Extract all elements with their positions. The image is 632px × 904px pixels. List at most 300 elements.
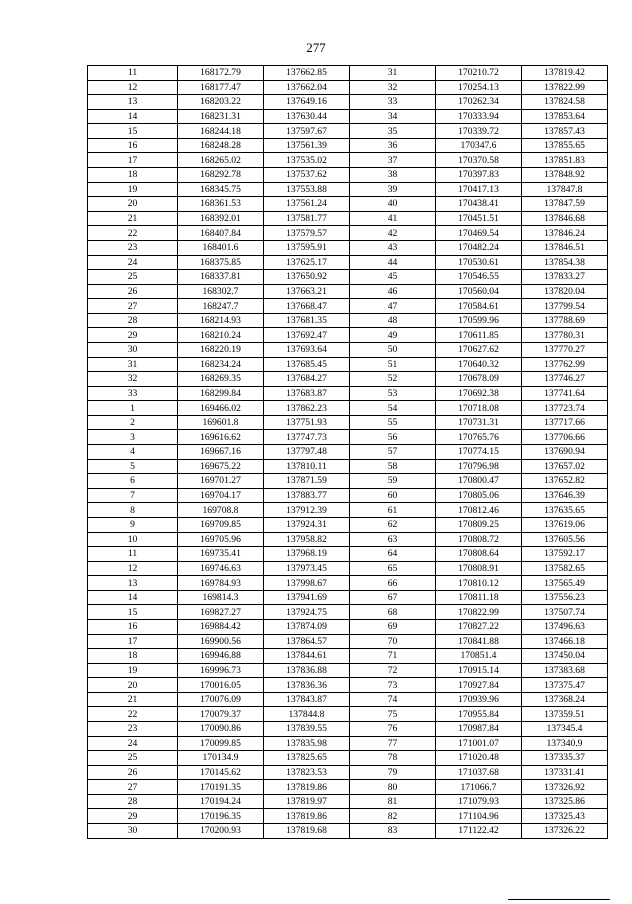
table-row (88, 547, 608, 562)
point-number-cell: 77 (350, 736, 436, 751)
y-coordinate-cell: 137681.35 (264, 313, 350, 328)
table-row (88, 372, 608, 387)
x-coordinate-cell: 169784.93 (178, 576, 264, 591)
y-coordinate-cell: 137820.04 (522, 284, 608, 299)
footer-rule (508, 899, 610, 900)
y-coordinate-cell: 137553.88 (264, 182, 350, 197)
y-coordinate-cell: 137741.64 (522, 386, 608, 401)
y-coordinate-cell: 137662.04 (264, 80, 350, 95)
point-number-cell: 68 (350, 605, 436, 620)
point-number-cell: 19 (88, 182, 178, 197)
x-coordinate-cell: 168265.02 (178, 153, 264, 168)
y-coordinate-cell: 137924.31 (264, 517, 350, 532)
page-number: 277 (306, 40, 326, 55)
y-coordinate-cell: 137325.86 (522, 794, 608, 809)
y-coordinate-cell: 137846.68 (522, 211, 608, 226)
x-coordinate-cell: 169827.27 (178, 605, 264, 620)
table-row (88, 255, 608, 270)
table-row (88, 722, 608, 737)
y-coordinate-cell: 137819.97 (264, 794, 350, 809)
point-number-cell: 42 (350, 226, 436, 241)
x-coordinate-cell: 168203.22 (178, 95, 264, 110)
point-number-cell: 60 (350, 488, 436, 503)
y-coordinate-cell: 137619.06 (522, 517, 608, 532)
table-row (88, 430, 608, 445)
table-row (88, 168, 608, 183)
x-coordinate-cell: 170718.08 (436, 401, 522, 416)
x-coordinate-cell: 168234.24 (178, 357, 264, 372)
y-coordinate-cell: 137582.65 (522, 561, 608, 576)
x-coordinate-cell: 169946.88 (178, 649, 264, 664)
point-number-cell: 20 (88, 678, 178, 693)
x-coordinate-cell: 170640.32 (436, 357, 522, 372)
x-coordinate-cell: 168231.31 (178, 109, 264, 124)
y-coordinate-cell: 137556.23 (522, 590, 608, 605)
table-row (88, 313, 608, 328)
y-coordinate-cell: 137605.56 (522, 532, 608, 547)
point-number-cell: 64 (350, 547, 436, 562)
x-coordinate-cell: 170796.98 (436, 459, 522, 474)
table-row (88, 401, 608, 416)
x-coordinate-cell: 171001.07 (436, 736, 522, 751)
y-coordinate-cell: 137345.4 (522, 722, 608, 737)
y-coordinate-cell: 137592.17 (522, 547, 608, 562)
point-number-cell: 13 (88, 95, 178, 110)
y-coordinate-cell: 137857.43 (522, 124, 608, 139)
point-number-cell: 27 (88, 780, 178, 795)
point-number-cell: 36 (350, 138, 436, 153)
y-coordinate-cell: 137646.39 (522, 488, 608, 503)
y-coordinate-cell: 137844.8 (264, 707, 350, 722)
y-coordinate-cell: 137958.82 (264, 532, 350, 547)
y-coordinate-cell: 137375.47 (522, 678, 608, 693)
table-row (88, 503, 608, 518)
x-coordinate-cell: 170584.61 (436, 299, 522, 314)
table-row (88, 692, 608, 707)
x-coordinate-cell: 168248.28 (178, 138, 264, 153)
point-number-cell: 47 (350, 299, 436, 314)
x-coordinate-cell: 170347.6 (436, 138, 522, 153)
x-coordinate-cell: 170627.62 (436, 342, 522, 357)
y-coordinate-cell: 137663.21 (264, 284, 350, 299)
y-coordinate-cell: 137998.67 (264, 576, 350, 591)
point-number-cell: 69 (350, 619, 436, 634)
y-coordinate-cell: 137581.77 (264, 211, 350, 226)
table-row (88, 619, 608, 634)
point-number-cell: 50 (350, 342, 436, 357)
point-number-cell: 83 (350, 824, 436, 839)
point-number-cell: 30 (88, 342, 178, 357)
point-number-cell: 24 (88, 736, 178, 751)
point-number-cell: 48 (350, 313, 436, 328)
y-coordinate-cell: 137690.94 (522, 445, 608, 460)
point-number-cell: 23 (88, 240, 178, 255)
x-coordinate-cell: 168292.78 (178, 168, 264, 183)
point-number-cell: 21 (88, 211, 178, 226)
x-coordinate-cell: 168210.24 (178, 328, 264, 343)
x-coordinate-cell: 169884.42 (178, 619, 264, 634)
point-number-cell: 22 (88, 707, 178, 722)
point-number-cell: 34 (350, 109, 436, 124)
point-number-cell: 12 (88, 80, 178, 95)
x-coordinate-cell: 170810.12 (436, 576, 522, 591)
point-number-cell: 35 (350, 124, 436, 139)
point-number-cell: 22 (88, 226, 178, 241)
x-coordinate-cell: 170210.72 (436, 66, 522, 81)
x-coordinate-cell: 170194.24 (178, 794, 264, 809)
x-coordinate-cell: 170099.85 (178, 736, 264, 751)
x-coordinate-cell: 168302.7 (178, 284, 264, 299)
point-number-cell: 45 (350, 270, 436, 285)
point-number-cell: 14 (88, 109, 178, 124)
x-coordinate-cell: 168375.85 (178, 255, 264, 270)
point-number-cell: 11 (88, 66, 178, 81)
x-coordinate-cell: 171037.68 (436, 765, 522, 780)
x-coordinate-cell: 168269.35 (178, 372, 264, 387)
y-coordinate-cell: 137717.66 (522, 415, 608, 430)
y-coordinate-cell: 137693.64 (264, 342, 350, 357)
point-number-cell: 18 (88, 649, 178, 664)
y-coordinate-cell: 137466.18 (522, 634, 608, 649)
point-number-cell: 27 (88, 299, 178, 314)
y-coordinate-cell: 137685.45 (264, 357, 350, 372)
x-coordinate-cell: 171066.7 (436, 780, 522, 795)
y-coordinate-cell: 137335.37 (522, 751, 608, 766)
point-number-cell: 9 (88, 517, 178, 532)
y-coordinate-cell: 137847.8 (522, 182, 608, 197)
y-coordinate-cell: 137630.44 (264, 109, 350, 124)
y-coordinate-cell: 137819.42 (522, 66, 608, 81)
table-row (88, 576, 608, 591)
x-coordinate-cell: 170774.15 (436, 445, 522, 460)
point-number-cell: 25 (88, 270, 178, 285)
table-row (88, 459, 608, 474)
x-coordinate-cell: 170333.94 (436, 109, 522, 124)
y-coordinate-cell: 137825.65 (264, 751, 350, 766)
point-number-cell: 58 (350, 459, 436, 474)
y-coordinate-cell: 137662.85 (264, 66, 350, 81)
point-number-cell: 16 (88, 138, 178, 153)
y-coordinate-cell: 137836.88 (264, 663, 350, 678)
point-number-cell: 78 (350, 751, 436, 766)
point-number-cell: 15 (88, 605, 178, 620)
x-coordinate-cell: 170731.31 (436, 415, 522, 430)
x-coordinate-cell: 168299.84 (178, 386, 264, 401)
x-coordinate-cell: 169746.63 (178, 561, 264, 576)
y-coordinate-cell: 137968.19 (264, 547, 350, 562)
x-coordinate-cell: 169704.17 (178, 488, 264, 503)
point-number-cell: 38 (350, 168, 436, 183)
x-coordinate-cell: 169601.8 (178, 415, 264, 430)
x-coordinate-cell: 169466.02 (178, 401, 264, 416)
x-coordinate-cell: 170927.84 (436, 678, 522, 693)
point-number-cell: 31 (88, 357, 178, 372)
table-row (88, 561, 608, 576)
x-coordinate-cell: 170805.06 (436, 488, 522, 503)
point-number-cell: 19 (88, 663, 178, 678)
y-coordinate-cell: 137325.43 (522, 809, 608, 824)
x-coordinate-cell: 170841.88 (436, 634, 522, 649)
point-number-cell: 82 (350, 809, 436, 824)
x-coordinate-cell: 169675.22 (178, 459, 264, 474)
point-number-cell: 31 (350, 66, 436, 81)
y-coordinate-cell: 137871.59 (264, 474, 350, 489)
x-coordinate-cell: 171104.96 (436, 809, 522, 824)
x-coordinate-cell: 170560.04 (436, 284, 522, 299)
table-row (88, 415, 608, 430)
table-row (88, 765, 608, 780)
y-coordinate-cell: 137864.57 (264, 634, 350, 649)
x-coordinate-cell: 169709.85 (178, 517, 264, 532)
table-row (88, 678, 608, 693)
table-row (88, 211, 608, 226)
point-number-cell: 15 (88, 124, 178, 139)
table-row (88, 95, 608, 110)
y-coordinate-cell: 137847.59 (522, 197, 608, 212)
x-coordinate-cell: 169701.27 (178, 474, 264, 489)
table-row (88, 240, 608, 255)
x-coordinate-cell: 168244.18 (178, 124, 264, 139)
x-coordinate-cell: 168407.84 (178, 226, 264, 241)
y-coordinate-cell: 137684.27 (264, 372, 350, 387)
x-coordinate-cell: 170808.72 (436, 532, 522, 547)
x-coordinate-cell: 170438.41 (436, 197, 522, 212)
point-number-cell: 16 (88, 619, 178, 634)
point-number-cell: 63 (350, 532, 436, 547)
x-coordinate-cell: 170262.34 (436, 95, 522, 110)
point-number-cell: 14 (88, 590, 178, 605)
point-number-cell: 55 (350, 415, 436, 430)
y-coordinate-cell: 137535.02 (264, 153, 350, 168)
y-coordinate-cell: 137819.86 (264, 809, 350, 824)
point-number-cell: 29 (88, 328, 178, 343)
point-number-cell: 56 (350, 430, 436, 445)
point-number-cell: 33 (88, 386, 178, 401)
y-coordinate-cell: 137326.22 (522, 824, 608, 839)
y-coordinate-cell: 137597.67 (264, 124, 350, 139)
coordinates-table-body (88, 66, 608, 839)
x-coordinate-cell: 170546.55 (436, 270, 522, 285)
x-coordinate-cell: 170808.91 (436, 561, 522, 576)
y-coordinate-cell: 137747.73 (264, 430, 350, 445)
table-row (88, 605, 608, 620)
point-number-cell: 39 (350, 182, 436, 197)
table-row (88, 794, 608, 809)
point-number-cell: 17 (88, 153, 178, 168)
y-coordinate-cell: 137823.53 (264, 765, 350, 780)
x-coordinate-cell: 169814.3 (178, 590, 264, 605)
point-number-cell: 23 (88, 722, 178, 737)
y-coordinate-cell: 137561.24 (264, 197, 350, 212)
point-number-cell: 3 (88, 430, 178, 445)
x-coordinate-cell: 171122.42 (436, 824, 522, 839)
x-coordinate-cell: 170611.85 (436, 328, 522, 343)
table-row (88, 517, 608, 532)
y-coordinate-cell: 137340.9 (522, 736, 608, 751)
point-number-cell: 66 (350, 576, 436, 591)
y-coordinate-cell: 137762.99 (522, 357, 608, 372)
x-coordinate-cell: 170417.13 (436, 182, 522, 197)
y-coordinate-cell: 137862.23 (264, 401, 350, 416)
x-coordinate-cell: 169735.41 (178, 547, 264, 562)
point-number-cell: 5 (88, 459, 178, 474)
x-coordinate-cell: 168345.75 (178, 182, 264, 197)
point-number-cell: 67 (350, 590, 436, 605)
point-number-cell: 20 (88, 197, 178, 212)
x-coordinate-cell: 170076.09 (178, 692, 264, 707)
point-number-cell: 79 (350, 765, 436, 780)
table-row (88, 707, 608, 722)
point-number-cell: 80 (350, 780, 436, 795)
x-coordinate-cell: 170079.37 (178, 707, 264, 722)
table-row (88, 809, 608, 824)
table-row (88, 649, 608, 664)
x-coordinate-cell: 168220.19 (178, 342, 264, 357)
y-coordinate-cell: 137854.38 (522, 255, 608, 270)
y-coordinate-cell: 137843.87 (264, 692, 350, 707)
point-number-cell: 75 (350, 707, 436, 722)
x-coordinate-cell: 169616.62 (178, 430, 264, 445)
y-coordinate-cell: 137780.31 (522, 328, 608, 343)
x-coordinate-cell: 170987.84 (436, 722, 522, 737)
y-coordinate-cell: 137649.16 (264, 95, 350, 110)
table-row (88, 663, 608, 678)
y-coordinate-cell: 137855.65 (522, 138, 608, 153)
x-coordinate-cell: 170827.22 (436, 619, 522, 634)
point-number-cell: 2 (88, 415, 178, 430)
point-number-cell: 33 (350, 95, 436, 110)
point-number-cell: 6 (88, 474, 178, 489)
y-coordinate-cell: 137668.47 (264, 299, 350, 314)
table-row (88, 66, 608, 81)
y-coordinate-cell: 137835.98 (264, 736, 350, 751)
table-row (88, 124, 608, 139)
table-row (88, 751, 608, 766)
coordinates-table (87, 65, 608, 839)
x-coordinate-cell: 168247.7 (178, 299, 264, 314)
table-row (88, 284, 608, 299)
x-coordinate-cell: 170812.46 (436, 503, 522, 518)
x-coordinate-cell: 170254.13 (436, 80, 522, 95)
point-number-cell: 25 (88, 751, 178, 766)
point-number-cell: 59 (350, 474, 436, 489)
y-coordinate-cell: 137797.48 (264, 445, 350, 460)
x-coordinate-cell: 168337.81 (178, 270, 264, 285)
x-coordinate-cell: 170469.54 (436, 226, 522, 241)
y-coordinate-cell: 137561.39 (264, 138, 350, 153)
point-number-cell: 65 (350, 561, 436, 576)
table-row (88, 153, 608, 168)
y-coordinate-cell: 137839.55 (264, 722, 350, 737)
y-coordinate-cell: 137326.92 (522, 780, 608, 795)
x-coordinate-cell: 170809.25 (436, 517, 522, 532)
x-coordinate-cell: 169667.16 (178, 445, 264, 460)
y-coordinate-cell: 137836.36 (264, 678, 350, 693)
table-row (88, 80, 608, 95)
point-number-cell: 72 (350, 663, 436, 678)
x-coordinate-cell: 170692.38 (436, 386, 522, 401)
y-coordinate-cell: 137383.68 (522, 663, 608, 678)
point-number-cell: 44 (350, 255, 436, 270)
point-number-cell: 30 (88, 824, 178, 839)
y-coordinate-cell: 137853.64 (522, 109, 608, 124)
x-coordinate-cell: 168214.93 (178, 313, 264, 328)
table-row (88, 182, 608, 197)
y-coordinate-cell: 137368.24 (522, 692, 608, 707)
point-number-cell: 49 (350, 328, 436, 343)
table-row (88, 634, 608, 649)
point-number-cell: 70 (350, 634, 436, 649)
y-coordinate-cell: 137746.27 (522, 372, 608, 387)
y-coordinate-cell: 137751.93 (264, 415, 350, 430)
point-number-cell: 76 (350, 722, 436, 737)
y-coordinate-cell: 137822.99 (522, 80, 608, 95)
y-coordinate-cell: 137507.74 (522, 605, 608, 620)
point-number-cell: 4 (88, 445, 178, 460)
y-coordinate-cell: 137635.65 (522, 503, 608, 518)
y-coordinate-cell: 137537.62 (264, 168, 350, 183)
x-coordinate-cell: 168401.6 (178, 240, 264, 255)
table-row (88, 488, 608, 503)
y-coordinate-cell: 137788.69 (522, 313, 608, 328)
table-row (88, 532, 608, 547)
y-coordinate-cell: 137819.68 (264, 824, 350, 839)
y-coordinate-cell: 137579.57 (264, 226, 350, 241)
point-number-cell: 61 (350, 503, 436, 518)
y-coordinate-cell: 137844.61 (264, 649, 350, 664)
y-coordinate-cell: 137723.74 (522, 401, 608, 416)
x-coordinate-cell: 170800.47 (436, 474, 522, 489)
x-coordinate-cell: 170811.18 (436, 590, 522, 605)
y-coordinate-cell: 137706.66 (522, 430, 608, 445)
y-coordinate-cell: 137496.63 (522, 619, 608, 634)
y-coordinate-cell: 137973.45 (264, 561, 350, 576)
point-number-cell: 8 (88, 503, 178, 518)
x-coordinate-cell: 170339.72 (436, 124, 522, 139)
y-coordinate-cell: 137657.02 (522, 459, 608, 474)
y-coordinate-cell: 137692.47 (264, 328, 350, 343)
point-number-cell: 1 (88, 401, 178, 416)
y-coordinate-cell: 137565.49 (522, 576, 608, 591)
x-coordinate-cell: 169900.56 (178, 634, 264, 649)
table-row (88, 780, 608, 795)
point-number-cell: 71 (350, 649, 436, 664)
y-coordinate-cell: 137650.92 (264, 270, 350, 285)
table-row (88, 386, 608, 401)
x-coordinate-cell: 170090.86 (178, 722, 264, 737)
table-row (88, 357, 608, 372)
point-number-cell: 81 (350, 794, 436, 809)
point-number-cell: 11 (88, 547, 178, 562)
point-number-cell: 12 (88, 561, 178, 576)
table-row (88, 138, 608, 153)
x-coordinate-cell: 171020.48 (436, 751, 522, 766)
point-number-cell: 51 (350, 357, 436, 372)
y-coordinate-cell: 137595.91 (264, 240, 350, 255)
x-coordinate-cell: 171079.93 (436, 794, 522, 809)
point-number-cell: 43 (350, 240, 436, 255)
point-number-cell: 73 (350, 678, 436, 693)
y-coordinate-cell: 137912.39 (264, 503, 350, 518)
y-coordinate-cell: 137683.87 (264, 386, 350, 401)
y-coordinate-cell: 137824.58 (522, 95, 608, 110)
x-coordinate-cell: 169708.8 (178, 503, 264, 518)
x-coordinate-cell: 169996.73 (178, 663, 264, 678)
point-number-cell: 32 (350, 80, 436, 95)
point-number-cell: 62 (350, 517, 436, 532)
x-coordinate-cell: 170530.61 (436, 255, 522, 270)
point-number-cell: 28 (88, 313, 178, 328)
